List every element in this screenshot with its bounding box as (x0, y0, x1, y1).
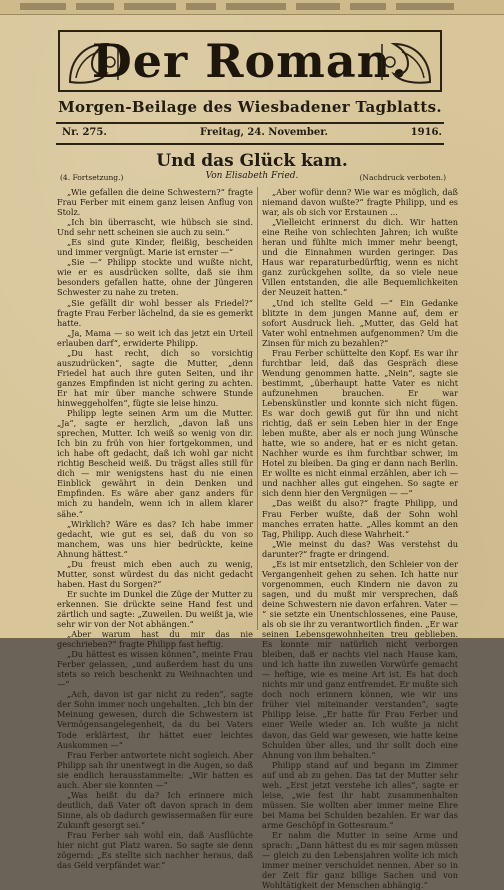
article-paragraph: Philipp stand auf und begann im Zimmer auf und ab zu gehen. Das tat der Mutter sehr weh. „Erst jetzt verstehe ich alles“, sagte er leise, „wie fest ihr habt zusammenhalten müssen. Sie wollten aber immer meine Ehre bei Mama bei Schulden bezahlen. Er war das arme Geschöpf in Gottesraum.“ (262, 759, 458, 830)
article-paragraph: Er nahm die Mutter in seine Arme und sprach: „Dann hättest du es mir sagen müssen — gleich zu den Lebensjahren wollte ich mich immer meiner verschuldet nennen. Aber so in der Zeit für ganz billige Sachen und von Wohltätigkeit der Menschen abhängig.“ (262, 830, 458, 890)
article-paragraph: Philipp legte seinen Arm um die Mutter. „Ja“, sagte er herzlich, „davon laß uns sprechen, Mutter. Ich weiß so wenig von dir. Ich bin zu früh von hier fortgekommen, und ich habe oft gedacht, daß ich wohl gar nicht richtig Bescheid weiß. Du trägst alles still für dich — mir wenigstens hast du nie einen Einblick gewährt in dein Denken und Empfinden. Es wäre aber ganz anders für mich zu handeln, wenn ich in allem klarer sähe.“ (57, 408, 253, 519)
issue-info-row (60, 126, 444, 142)
article-paragraph: Frau Ferber schüttelte den Kopf. Es war ihr furchtbar leid, daß das Gespräch diese Wendung genommen hatte. „Nein“, sagte sie bestimmt, „überhaupt hatte Vater es nicht aufzunehmen brauchen. Er war Lebenskünstler und konnte sich nicht fügen. Es war doch gewiß gut für ihn und nicht richtig, daß er sein Leben hier in der Enge leben mußte, aber als er noch jung Wünsche hatte, wie so andere, hat er es nicht getan. Nachher wurde es ihm furchtbar schwer, im Hotel zu bleiben. Da ging er dann nach Berlin. Er wollte es nicht einmal erzählen, aber ich — und nachher alles gut eingehen. So sagte er sich denn hier den Vergnügen — —“ (262, 347, 458, 499)
article-paragraph: „Du hättest es wissen können“, meinte Frau Ferber gelassen, „und außerdem hast du uns stets so reich beschenkt zu Weihnachten und —“ (57, 649, 253, 690)
header-rule-bottom (56, 143, 444, 145)
article-paragraph: „Und ich stellte Geld —“ Ein Gedanke blitzte in dem jungen Manne auf, dem er sofort Ausdruck lieh. „Mutter, das Geld hat Vater wohl entnehmen aufgenommen? Um die Zinsen für mich zu bezahlen?“ (262, 297, 458, 348)
issue-number: Nr. 275. (62, 127, 107, 138)
article-paragraph: „Ja, Mama — so weit ich das jetzt ein Urteil erlauben darf“, erwiderte Philipp. (57, 327, 253, 348)
issue-date: Freitag, 24. November. (200, 127, 329, 138)
article-paragraph: „Es sind gute Kinder, fleißig, bescheiden und immer vergnügt. Marie ist ernster —“ (57, 237, 253, 258)
article-paragraph: Frau Ferber antwortete nicht sogleich. Aber Philipp sah ihr unentwegt in die Augen, so daß sie endlich herausstammelte: „Wir hatten es auch. Aber sie konnten —“ (57, 749, 253, 790)
article-paragraph: „Was heißt du da? Ich erinnere mich deutlich, daß Vater oft davon sprach in dem Sinne, als ob dadurch gewissermaßen für eure Zukunft gesorgt sei.“ (57, 789, 253, 830)
article-column-left (57, 187, 253, 871)
masthead-frame (58, 30, 442, 92)
article-paragraph: „Aber warum hast du mir das nie geschrieben?“ fragte Philipp fast heftig. (57, 629, 253, 650)
previous-page-strip (0, 0, 504, 15)
column-divider (257, 187, 258, 630)
article-paragraph: Er suchte im Dunkel die Züge der Mutter zu erkennen. Sie drückte seine Hand fest und zärtlich und sagte: „Zuweilen. Du weißt ja, wie sehr wir von der Not abhängen.“ (57, 588, 253, 630)
article-paragraph: „Aber wofür denn? Wie war es möglich, daß niemand davon wußte?“ fragte Philipp, und es war, als ob sich vor Erstaunen ... (262, 187, 458, 218)
article-paragraph: „Du hast recht, dich so vorsichtig auszudrücken“, sagte die Mutter, „denn Friedel hat auch ihre guten Seiten, und ihr ganzes Empfinden ist nicht gering zu achten. Er hat mir über manche schwere Stunde hinweggeholfen“, fügte sie leise hinzu. (57, 347, 253, 408)
article-paragraph: „Wie gefallen die deine Schwestern?“ fragte Frau Ferber mit einem ganz leisen Anflug von Stolz. (57, 187, 253, 218)
article-byline: Von Elisabeth Fried. (205, 171, 299, 181)
article-paragraph: „Es ist mir entsetzlich, den Schleier von der Vergangenheit gehen zu sehen. Ich hatte nur vorgenommen, euch Kindern nie davon zu sagen, und du mußt mir versprechen, daß deine Schwestern nie davon erfahren. Vater — “ sie setzte ein Unentschlossenes, eine Pause, als ob sie ihr zu verantwortlich finden. „Er war seinen Lebensgewohnheiten treu geblieben. Es konnte mir natürlich nicht verborgen bleiben, daß er nachts viel nach Hause kam, und ich hatte ihn zuweilen Vorwürfe gemacht — heftige, wie es meine Art ist. Es hat doch nichts mir und ganz entfremdet. Er mußte sich doch noch erinnern können, wie wir uns früher viel miteinander verstanden“, sagte Philipp leise. „Er hatte für Frau Ferber und einer Weile wieder an. Ich wußte ja nicht davon, das Geld war gewesen, wie hatte keine Schulden über alles, und ihr sollt doch eine Ahnung von ihm behalten.“ (262, 558, 458, 760)
article-paragraph: „Sie —“ Philipp stockte und wußte nicht, wie er es ausdrücken sollte, daß sie ihm besonders gefallen hatte, ohne der Jüngeren Schwester zu nahe zu treten. (57, 257, 253, 298)
article-title: Und das Glück kam. (156, 151, 348, 171)
art-nouveau-ornament-icon (374, 38, 434, 86)
newspaper-title: Der Roman. (91, 34, 409, 88)
article-paragraph: „Wirklich? Wäre es das? Ich habe immer gedacht, wie gut es sei, daß du von so manchem, was uns hier bedrückte, keine Ahnung hättest.“ (57, 518, 253, 559)
article-paragraph: „Du freust mich eben auch zu wenig, Mutter, sonst würdest du das nicht gedacht haben. Hast du Sorgen?“ (57, 558, 253, 589)
reprint-notice: (Nachdruck verboten.) (359, 173, 446, 182)
article-paragraph: „Wie meinst du das? Was verstehst du darunter?“ fragte er dringend. (262, 538, 458, 559)
header-rule-top (56, 122, 444, 124)
continuation-label: (4. Fortsetzung.) (60, 173, 124, 182)
newspaper-subtitle: Morgen-Beilage des Wiesbadener Tagblatts. (58, 98, 442, 116)
issue-year: 1916. (410, 127, 442, 138)
article-paragraph: „Ich bin überrascht, wie hübsch sie sind. Und sehr nett scheinen sie auch zu sein.“ (57, 217, 253, 238)
article-column-right (262, 187, 458, 890)
article-paragraph: „Sie gefällt dir wohl besser als Friedel?“ fragte Frau Ferber lächelnd, da sie es gemerkt hatte. (57, 297, 253, 328)
article-paragraph: „Ach, davon ist gar nicht zu reden“, sagte der Sohn immer noch ungehalten. „Ich bin der Meinung gewesen, durch die Schwestern ist Vermögensangelegenheit, da du bei Vaters Tode erklärtest, ihr hättet euer leichtes Auskommen —“ (57, 689, 253, 750)
article-paragraph: „Vielleicht erinnerst du dich. Wir hatten eine Reihe von schlechten Jahren; ich wußte heran und fühlte mich immer mehr beengt, und die Einnahmen wurden geringer. Das Haus war reparaturbedürftig, wenn es nicht ganz zurückgehen sollte, da so viele neue Villen entstanden, die alle Bequemlichkeiten der Neuzeit hatten.“ (262, 217, 458, 298)
article-paragraph: Frau Ferber sah wohl ein, daß Ausflüchte hier nicht gut Platz waren. So sagte sie denn zögernd: „Es stellte sich nachher heraus, daß das Geld verpfändet war.“ (57, 830, 253, 871)
article-paragraph: „Das weißt du also?“ fragte Philipp, und Frau Ferber wußte, daß der Sohn wohl manches erraten hatte. „Alles kommt an den Tag, Philipp. Auch diese Wahrheit.“ (262, 498, 458, 539)
